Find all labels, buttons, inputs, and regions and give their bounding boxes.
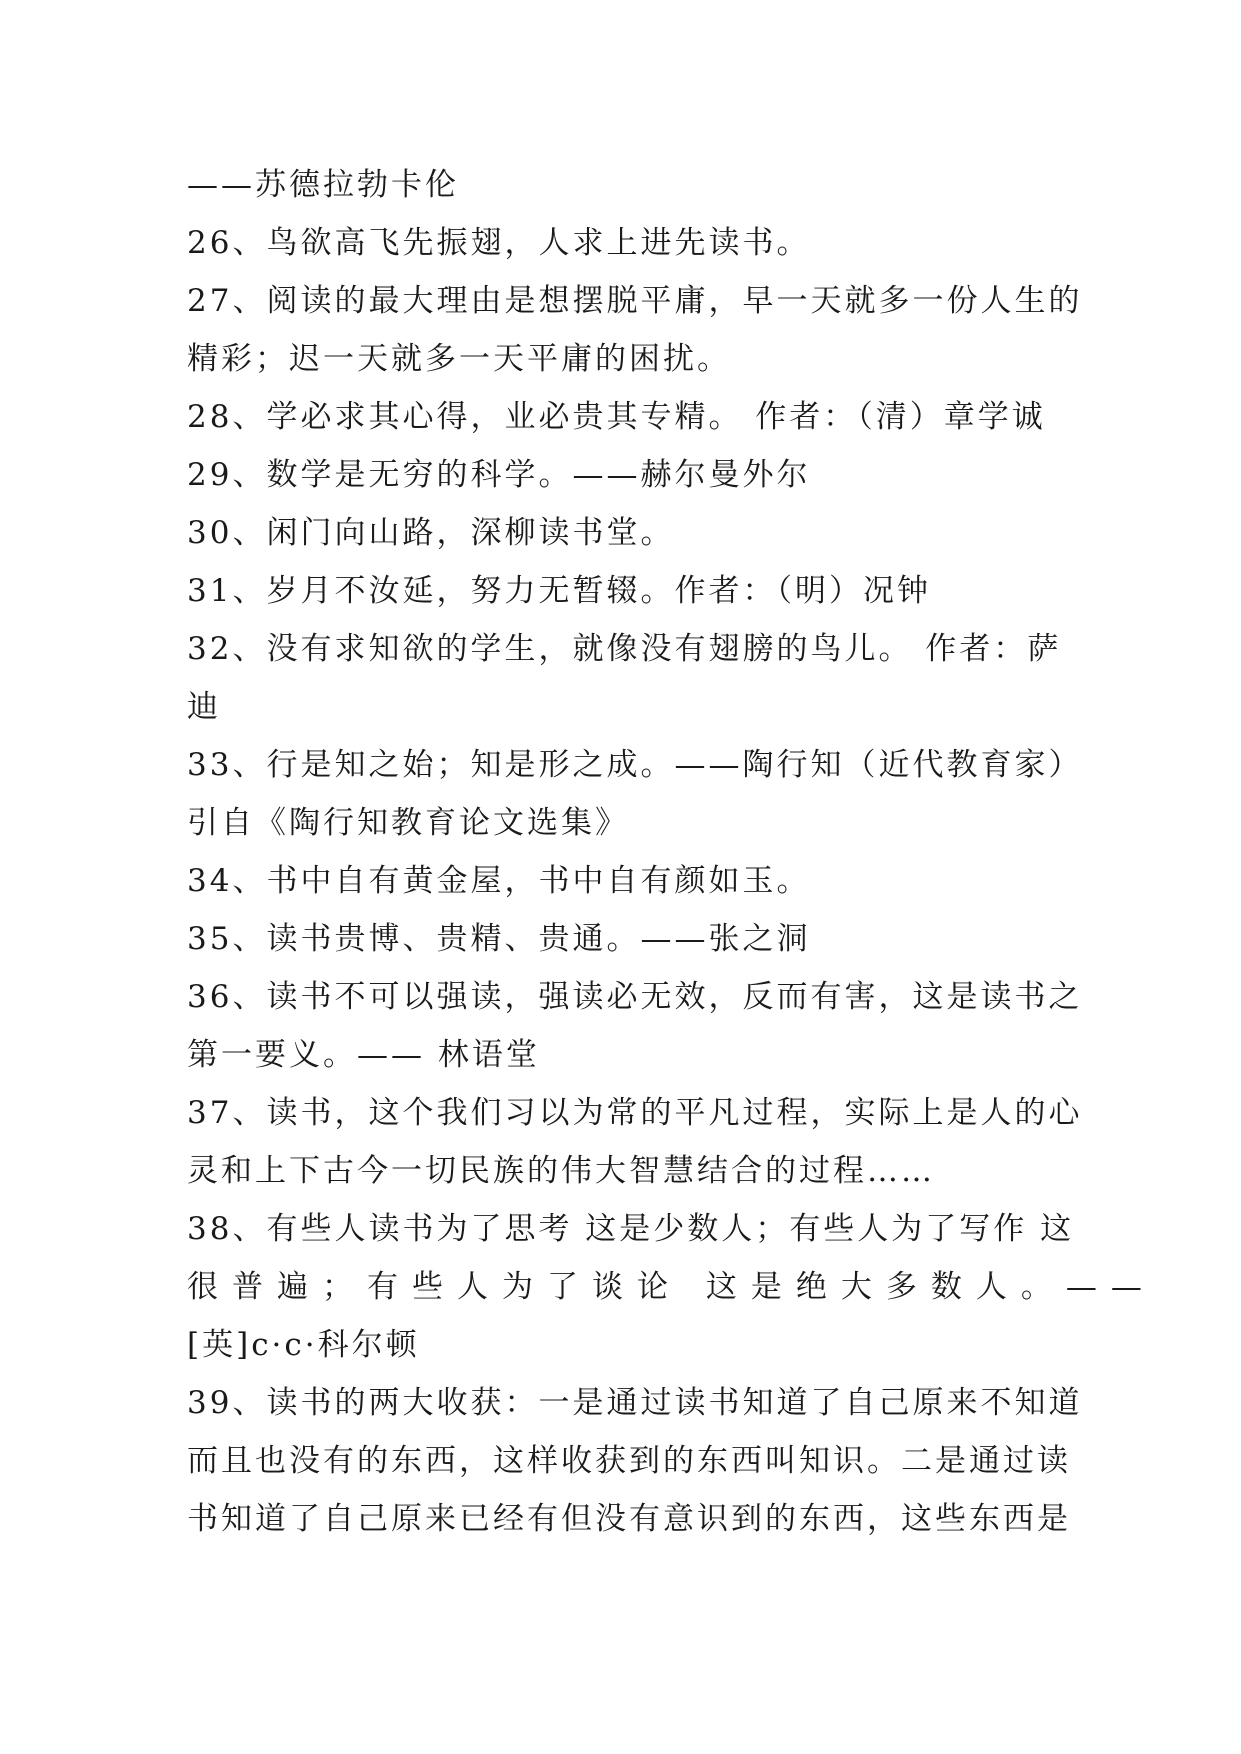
quote-33: 33、行是知之始；知是形之成。——陶行知（近代教育家） xyxy=(187,747,1083,783)
quote-30: 30、闲门向山路，深柳读书堂。 xyxy=(187,515,675,551)
text-line: 引自《陶行知教育论文选集》 xyxy=(187,805,629,841)
quote-37: 37、读书，这个我们习以为常的平凡过程，实际上是人的心 xyxy=(187,1095,1083,1131)
quote-26: 26、鸟欲高飞先振翅，人求上进先读书。 xyxy=(187,225,811,261)
quote-34: 34、书中自有黄金屋，书中自有颜如玉。 xyxy=(187,863,811,899)
quote-39: 39、读书的两大收获：一是通过读书知道了自己原来不知道 xyxy=(187,1385,1083,1421)
quote-28: 28、学必求其心得，业必贵其专精。 作者：（清）章学诚 xyxy=(187,399,1046,435)
text-line: 很普遍；有些人为了谈论 这是绝大多数人。—— xyxy=(187,1269,1156,1305)
quote-31: 31、岁月不汝延，努力无暂辍。作者：（明）况钟 xyxy=(187,573,931,609)
text-line: [英]c·c·科尔顿 xyxy=(187,1327,420,1363)
text-line: ——苏德拉勃卡伦 xyxy=(187,167,459,203)
text-line: 而且也没有的东西，这样收获到的东西叫知识。二是通过读 xyxy=(187,1443,1071,1479)
text-line: 第一要义。—— 林语堂 xyxy=(187,1037,540,1073)
text-line: 精彩；迟一天就多一天平庸的困扰。 xyxy=(187,341,731,377)
quote-32: 32、没有求知欲的学生，就像没有翅膀的鸟儿。 作者：萨 xyxy=(187,631,1062,667)
quote-29: 29、数学是无穷的科学。——赫尔曼外尔 xyxy=(187,457,811,493)
quote-35: 35、读书贵博、贵精、贵通。——张之洞 xyxy=(187,921,811,957)
text-line: 书知道了自己原来已经有但没有意识到的东西，这些东西是 xyxy=(187,1501,1071,1537)
quote-27: 27、阅读的最大理由是想摆脱平庸，早一天就多一份人生的 xyxy=(187,283,1083,319)
quote-text-block xyxy=(187,156,1156,1548)
quote-36: 36、读书不可以强读，强读必无效，反而有害，这是读书之 xyxy=(187,979,1083,1015)
text-line: 迪 xyxy=(187,689,221,725)
quote-38: 38、有些人读书为了思考 这是少数人；有些人为了写作 这 xyxy=(187,1211,1075,1247)
text-line: 灵和上下古今一切民族的伟大智慧结合的过程…… xyxy=(187,1153,935,1189)
